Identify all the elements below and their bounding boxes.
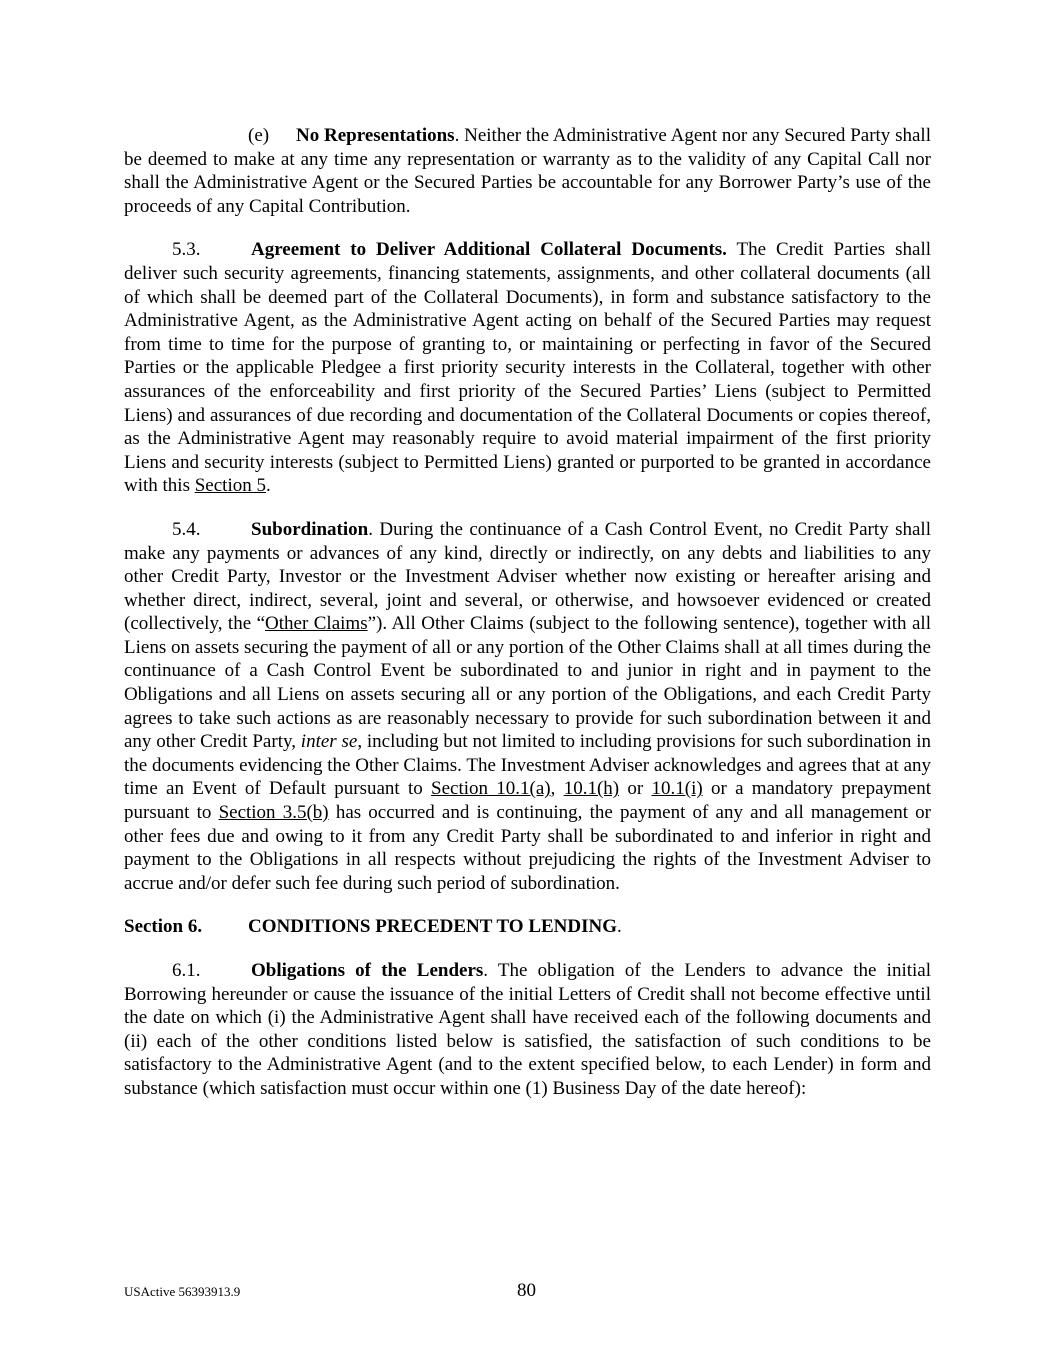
defined-term: Other Claims xyxy=(265,613,368,635)
section-reference-link[interactable]: 10.1(h) xyxy=(563,778,620,800)
paragraph-6-1 xyxy=(124,959,931,1101)
section-reference-link[interactable]: Section 10.1(a) xyxy=(431,778,551,800)
paragraph-heading: Subordination xyxy=(251,518,369,540)
paragraph-number: 5.3. xyxy=(172,239,201,261)
section-reference-link[interactable]: Section 3.5(b) xyxy=(218,802,329,824)
paragraph-heading: Agreement to Deliver Additional Collateral Documents. xyxy=(251,239,727,261)
section-number: Section 6. xyxy=(124,916,203,938)
paragraph-text: . Neither the Administrative Agent nor any Secured Party shall be deemed to make at any time any representation or warranty as to the validity of any Capital Call nor shall the Administrative Agent or the Secured Parties be accountable for any Borrower Party’s use of the proceeds of any Capital Contribution. xyxy=(124,125,931,217)
paragraph-number: 5.4. xyxy=(172,518,201,540)
document-body xyxy=(124,124,931,1121)
paragraph-text: The Credit Parties shall deliver such security agreements, financing statements, assignments, and other collateral documents (all of which shall be deemed part of the Collateral Documents), in form and substance satisfactory to the Administrative Agent, as the Administrative Agent acting on behalf of the Secured Parties may request from time to time for the purpose of granting to, or maintaining or perfecting in favor of the Secured Parties or the applicable Pledgee a first priority security interests in the Collateral, together with other assurances of the enforceability and first priority of the Secured Parties’ Liens (subject to Permitted Liens) and assurances of due recording and documentation of the Collateral Documents or copies thereof, as the Administrative Agent may reasonably require to avoid material impairment of the first priority Liens and security interests (subject to Permitted Liens) granted or purported to be granted in accordance with this xyxy=(124,239,931,497)
paragraph-heading: No Representations xyxy=(296,125,455,146)
paragraph-5-4: 5.4. Subordination. During the continuance of a Cash Control Event, no Credit Party shall make any payments or advances of any kind, directly or indirectly, on any debts and liabilities to any other Credit Party, Investor or the Investment Adviser whether now existing or hereafter arising and whether direct, indirect, several, joint and several, or otherwise, and howsoever evidenced or created (collectively, the “Other Claims”). All Other Claims (subject to the following sentence), together with all Liens on assets securing the payment of all or any portion of the Other Claims shall at all times during the continuance of a Cash Control Event be subordinated to and junior in right and in payment to the Obligations and all Liens on assets securing all or any portion of the Obligations, and each Credit Party agrees to take such actions as are reasonably necessary to provide for such subordination between it and any other Credit Party, inter se, including but not limited to including provisions for such subordination in the documents evidencing the Other Claims. The Investment Adviser acknowledges and agrees that at any time an Event of Default pursuant to Section 10.1(a), 10.1(h) or 10.1(i) or a mandatory prepayment pursuant to Section 3.5(b) has occurred and is continuing, the payment of any and all management or other fees due and owing to it from any Credit Party shall be subordinated to and inferior in right and payment to the Obligations in all respects without prejudicing the rights of the Investment Adviser to accrue and/or defer such fee during such period of subordination. xyxy=(124,518,932,894)
paragraph-label: (e) xyxy=(248,125,270,146)
footer-page-number: 80 xyxy=(517,1280,536,1301)
section-6-heading: Section 6. CONDITIONS PRECEDENT TO LENDING. xyxy=(124,916,622,938)
section-title: CONDITIONS PRECEDENT TO LENDING xyxy=(248,916,618,938)
section-reference-link[interactable]: Section 5 xyxy=(194,475,266,497)
italic-term: inter se xyxy=(300,731,358,753)
paragraph-number: 6.1. xyxy=(172,960,201,981)
paragraph-text: . The obligation of the Lenders to advance the initial Borrowing hereunder or cause the issuance of the initial Letters of Credit shall not become effective until the date on which (i) the Administrative Agent shall have received each of the following documents and (ii) each of the other conditions listed below is satisfied, the satisfaction of such conditions to be satisfactory to the Administrative Agent (and to the extent specified below, to each Lender) in form and substance (which satisfaction must occur within one (1) Business Day of the date hereof): xyxy=(124,960,932,1099)
section-reference-link[interactable]: 10.1(i) xyxy=(651,778,703,800)
paragraph-e xyxy=(124,124,931,218)
paragraph-heading: Obligations of the Lenders xyxy=(251,960,484,981)
paragraph-5-3: 5.3. Agreement to Deliver Additional Collateral Documents. The Credit Parties shall deliver such security agreements, financing statements, assignments, and other collateral documents (all of which shall be deemed part of the Collateral Documents), in form and substance satisfactory to the Administrative Agent, as the Administrative Agent acting on behalf of the Secured Parties may request from time to time for the purpose of granting to, or maintaining or perfecting in favor of the Secured Parties or the applicable Pledgee a first priority security interests in the Collateral, together with other assurances of the enforceability and first priority of the Secured Parties’ Liens (subject to Permitted Liens) and assurances of due recording and documentation of the Collateral Documents or copies thereof, as the Administrative Agent may reasonably require to avoid material impairment of the first priority Liens and security interests (subject to Permitted Liens) granted or purported to be granted in accordance with this Section 5. xyxy=(124,239,931,497)
footer-document-id: USActive 56393913.9 xyxy=(124,1284,241,1299)
